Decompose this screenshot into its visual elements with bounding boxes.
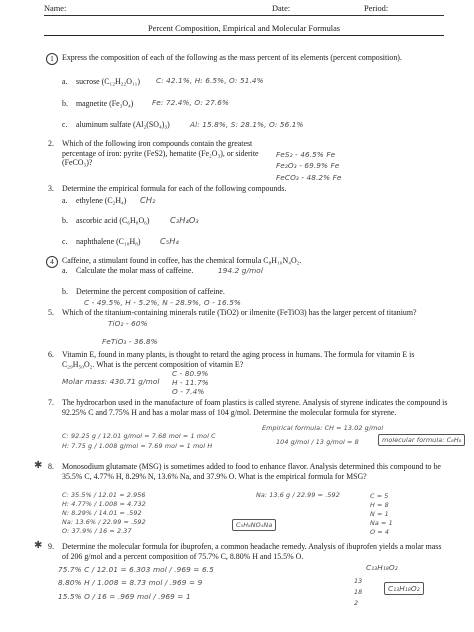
answer-3a: CH₂	[140, 195, 156, 205]
answer-9-h-count: 18	[354, 588, 363, 596]
question-number: 2.	[48, 139, 54, 148]
answer-7-ratio: 104 g/mol / 13 g/mol = 8	[276, 438, 359, 446]
answer-8-n-ratio: N = 1	[370, 510, 389, 518]
header-underline	[44, 15, 444, 16]
answer-7-molecular: molecular formula: C₈H₈	[378, 434, 465, 446]
answer-8-h-ratio: H = 8	[370, 501, 389, 509]
answer-3b: C₃H₄O₃	[170, 215, 199, 225]
answer-9-final-formula: C₁₃H₁₈O₂	[384, 582, 424, 595]
answer-9-formula-top: C₁₃H₁₈O₂	[366, 563, 398, 572]
answer-9-carbon: 75.7% C / 12.01 = 6.303 mol / .969 = 6.5	[58, 565, 214, 574]
question-number: 5.	[48, 308, 54, 317]
answer-4b: C - 49.5%, H - 5.2%, N - 28.9%, O - 16.5%	[84, 298, 241, 307]
answer-8-hydrogen: H: 4.77% / 1.008 = 4.732	[62, 500, 146, 508]
answer-8-nitrogen: N: 8.29% / 14.01 = .592	[62, 509, 142, 517]
answer-4a: 194.2 g/mol	[218, 266, 263, 275]
answer-5-ilmenite: FeTiO₃ - 36.8%	[102, 337, 158, 346]
period-label: Period:	[364, 4, 389, 13]
answer-7-empirical: Empirical formula: CH = 13.02 g/mol	[262, 424, 384, 432]
question-text: Express the composition of each of the following as the mass percent of its elements (percent composition).	[62, 53, 402, 62]
answer-6-hydrogen: H - 11.7%	[172, 378, 209, 387]
question-number: 1	[46, 53, 58, 65]
answer-2-hematite: Fe₂O₃ - 69.9% Fe	[276, 161, 340, 170]
answer-9-oxygen: 15.5% O / 16 = .969 mol / .969 = 1	[58, 592, 191, 601]
answer-5-rutile: TiO₂ - 60%	[108, 319, 148, 328]
question-4b: b. Determine the percent composition of caffeine.	[62, 287, 225, 296]
question-text: Vitamin E, found in many plants, is thought to retard the aging process in humans. The formula for vitamin E is C₂₉H₅₀O₂. What is the percent composition of vitamin E?	[62, 350, 415, 369]
answer-3c: C₅H₄	[160, 236, 179, 246]
question-number: 4	[46, 256, 58, 268]
question-number: 7.	[48, 398, 54, 407]
answer-7-carbon-moles: C: 92.25 g / 12.01 g/mol = 7.68 mol = 1 mol C	[62, 432, 216, 440]
answer-1c: Al: 15.8%, S: 28.1%, O: 56.1%	[190, 120, 304, 129]
question-4a: a. Calculate the molar mass of caffeine.	[62, 266, 194, 275]
question-text: The hydrocarbon used in the manufacture of foam plastics is called styrene. Analysis of styrene indicates the compound is 92.25% C and 7.75% H and has a molar mass of 104 g/mol. Determine the molecular formula for styrene.	[62, 398, 448, 417]
date-label: Date:	[272, 4, 291, 13]
answer-7-hydrogen-moles: H: 7.75 g / 1.008 g/mol = 7.69 mol = 1 mol H	[62, 442, 213, 450]
question-text: Determine the empirical formula for each of the following compounds.	[62, 184, 287, 193]
answer-6-carbon: C - 80.9%	[172, 369, 209, 378]
question-number: 3.	[48, 184, 54, 193]
answer-9-hydrogen: 8.80% H / 1.008 = 8.73 mol / .969 = 9	[58, 578, 203, 587]
answer-2-siderite: FeCO₃ - 48.2% Fe	[276, 173, 342, 182]
answer-8-o-ratio: O = 4	[370, 528, 390, 536]
question-text: Caffeine, a stimulant found in coffee, has the chemical formula C₈H₁₀N₄O₂.	[62, 256, 302, 265]
question-3c: c. naphthalene (C₁₀H₈)	[62, 237, 141, 246]
question-1b: b. magnetite (Fe₃O₄)	[62, 99, 134, 108]
answer-8-na-ratio: Na = 1	[370, 519, 393, 527]
title-rule	[44, 35, 444, 36]
question-3b: b. ascorbic acid (C₆H₈O₆)	[62, 216, 150, 225]
answer-8-c-ratio: C = 5	[370, 492, 389, 500]
answer-9-o-count: 2	[354, 599, 359, 607]
question-1c: c. aluminum sulfate (Al₂(SO₄)₃)	[62, 120, 170, 129]
star-mark-icon: ✱	[34, 540, 43, 551]
answer-2-pyrite: FeS₂ - 46.5% Fe	[276, 150, 336, 159]
answer-1a: C: 42.1%, H: 6.5%, O: 51.4%	[156, 76, 264, 85]
question-text: Which of the titanium-containing minerals rutile (TiO2) or ilmenite (FeTiO3) has the larger percent of titanium?	[62, 308, 417, 317]
question-3a: a. ethylene (C₂H₄)	[62, 196, 127, 205]
question-number: 8.	[48, 462, 54, 471]
answer-8-oxygen: O: 37.9% / 16 = 2.37	[62, 527, 132, 535]
answer-6-molar-mass: Molar mass: 430.71 g/mol	[62, 377, 160, 386]
answer-8-formula: C₅H₈NO₄Na	[232, 519, 276, 531]
name-label: Name:	[44, 4, 67, 13]
question-text: Determine the molecular formula for ibuprofen, a common headache remedy. Analysis of ibuprofen yields a molar mass of 206 g/mol and a percent composition of 75.7% C, 8.80% H and 15.5% O.	[62, 542, 442, 561]
question-text: Which of the following iron compounds contain the greatest percentage of iron: pyrite (FeS2), hematite (Fe₂O₃), or siderite (FeCO₃)?	[62, 139, 259, 168]
worksheet-title: Percent Composition, Empirical and Molecular Formulas	[147, 24, 341, 33]
question-text: Monosodium glutamate (MSG) is sometimes added to food to enhance flavor. Analysis determined this compound to be 35.5% C, 4.77% H, 8.29% N, 13.6% Na, and 37.9% O. What is the empirical formula for MSG?	[62, 462, 441, 481]
answer-8-sodium: Na: 13.6% / 22.99 = .592	[62, 518, 146, 526]
answer-6-oxygen: O - 7.4%	[172, 387, 205, 396]
star-mark-icon: ✱	[34, 460, 43, 471]
question-number: 9.	[48, 542, 54, 551]
answer-8-carbon: C: 35.5% / 12.01 = 2.956	[62, 491, 146, 499]
answer-9-c-count: 13	[354, 577, 363, 585]
answer-1b: Fe: 72.4%, O: 27.6%	[152, 98, 230, 107]
question-number: 6.	[48, 350, 54, 359]
question-1a: a. sucrose (C₁₂H₂₂O₁₁)	[62, 77, 141, 86]
answer-8-sodium-check: Na: 13.6 g / 22.99 = .592	[256, 491, 340, 499]
